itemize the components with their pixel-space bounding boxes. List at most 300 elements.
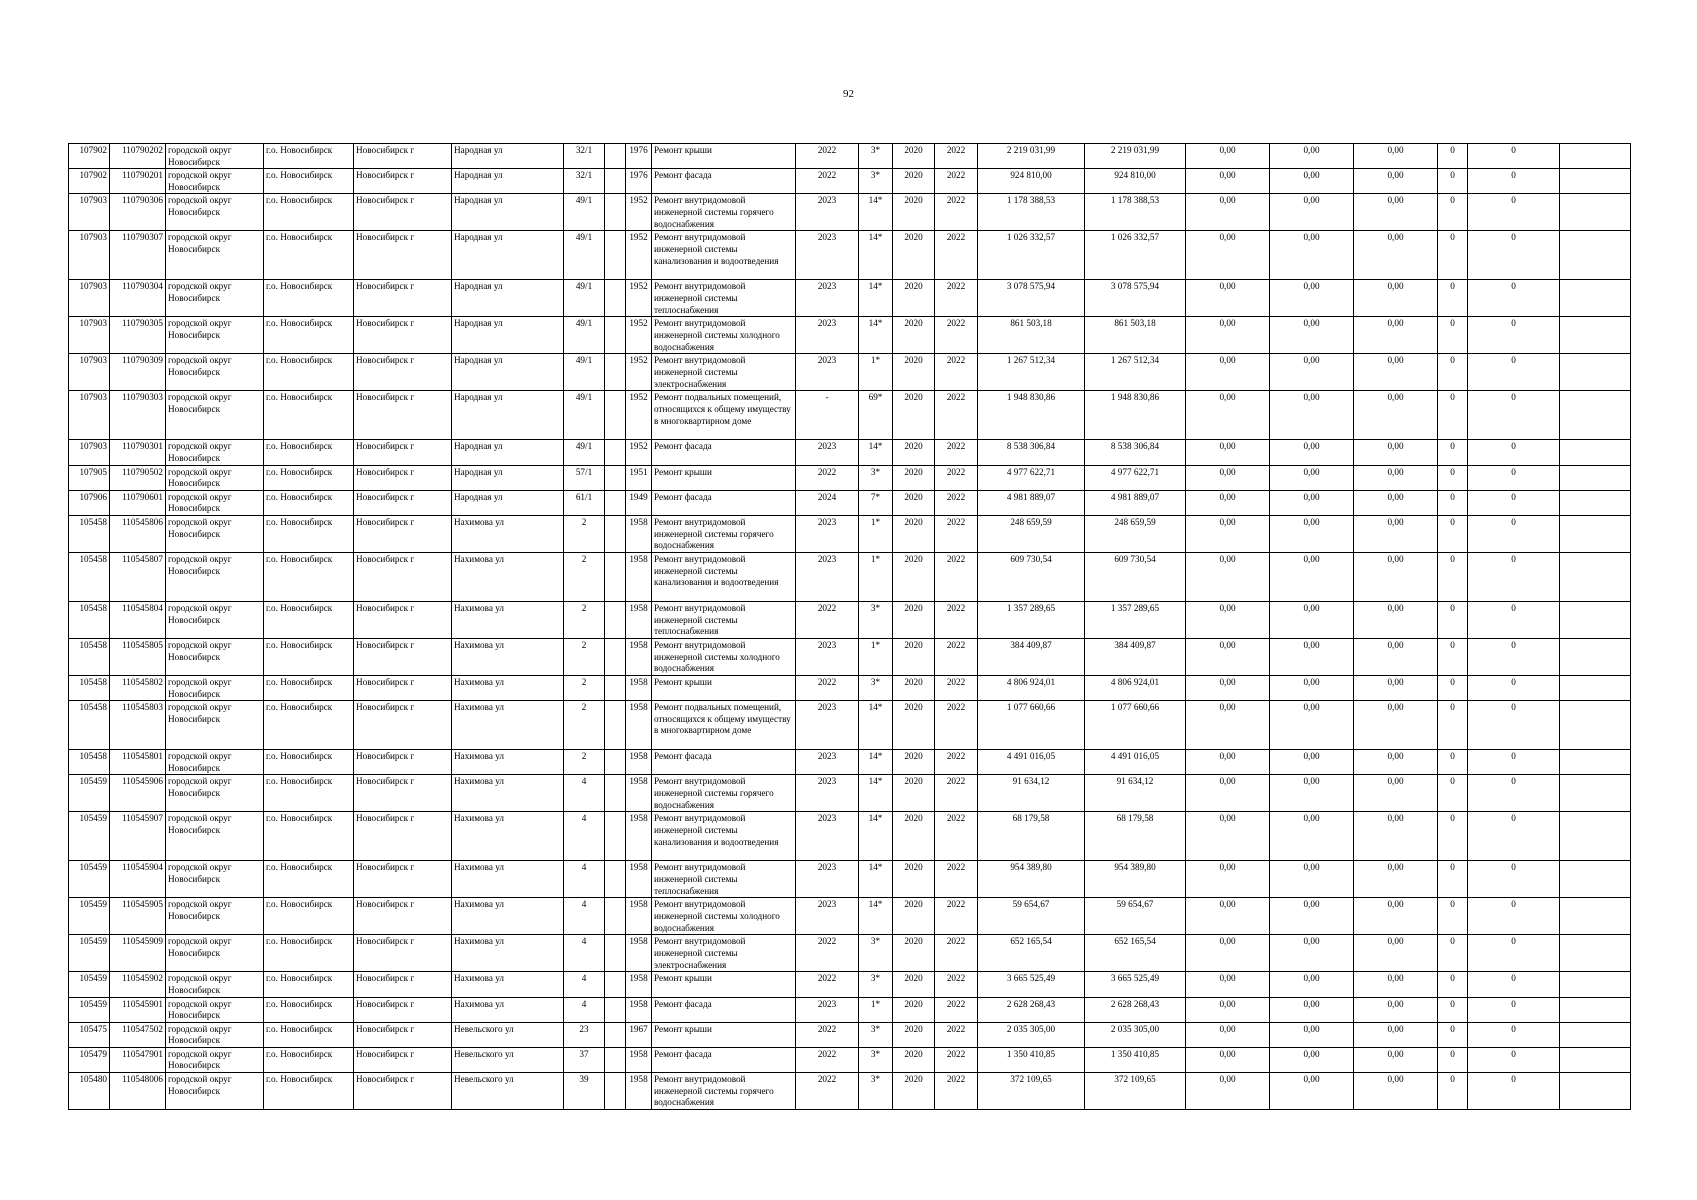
cell-street: Нахимова ул bbox=[452, 515, 564, 552]
cell-street: Нахимова ул bbox=[452, 701, 564, 750]
cell-street: Народная ул bbox=[452, 144, 564, 169]
cell-period-start: 2020 bbox=[893, 935, 935, 972]
cell-city: Новосибирск г bbox=[354, 861, 452, 898]
cell-period-start: 2020 bbox=[893, 775, 935, 812]
cell-budget-federal: 0,00 bbox=[1186, 231, 1270, 280]
cell-street: Народная ул bbox=[452, 231, 564, 280]
cell-urban-district: г.о. Новосибирск bbox=[264, 280, 354, 317]
cell-work-type: Ремонт внутридомовой инженерной системы холодного водоснабжения bbox=[652, 317, 796, 354]
cell-extra-cell bbox=[1560, 997, 1631, 1022]
cell-element-id: 110545806 bbox=[110, 515, 166, 552]
cell-build-year: 1958 bbox=[626, 898, 652, 935]
cell-house-id: 105459 bbox=[69, 861, 110, 898]
cell-budget-local: 0,00 bbox=[1354, 898, 1438, 935]
table-row bbox=[69, 972, 1631, 997]
cell-fund-cost: 372 109,65 bbox=[1085, 1073, 1186, 1110]
cell-period-start: 2020 bbox=[893, 490, 935, 515]
cell-urban-district: г.о. Новосибирск bbox=[264, 775, 354, 812]
cell-fund-cost: 248 659,59 bbox=[1085, 515, 1186, 552]
cell-work-type: Ремонт внутридомовой инженерной системы теплоснабжения bbox=[652, 861, 796, 898]
cell-budget-regional: 0,00 bbox=[1270, 440, 1354, 465]
cell-count-a: 0 bbox=[1438, 997, 1468, 1022]
cell-period-end: 2022 bbox=[935, 997, 978, 1022]
cell-fund-cost: 954 389,80 bbox=[1085, 861, 1186, 898]
table-row bbox=[69, 675, 1631, 700]
cell-urban-district: г.о. Новосибирск bbox=[264, 440, 354, 465]
cell-house-id: 107903 bbox=[69, 391, 110, 440]
cell-period-start: 2020 bbox=[893, 194, 935, 231]
cell-planned-year: 2024 bbox=[796, 490, 859, 515]
cell-fund-cost: 3 665 525,49 bbox=[1085, 972, 1186, 997]
cell-note: 3* bbox=[859, 675, 893, 700]
cell-extra-cell bbox=[1560, 465, 1631, 490]
cell-period-end: 2022 bbox=[935, 601, 978, 638]
cell-budget-regional: 0,00 bbox=[1270, 750, 1354, 775]
cell-period-start: 2020 bbox=[893, 354, 935, 391]
cell-planned-year: 2023 bbox=[796, 861, 859, 898]
cell-house-number: 61/1 bbox=[564, 490, 605, 515]
cell-work-type: Ремонт подвальных помещений, относящихся к общему имуществу в многоквартирном доме bbox=[652, 391, 796, 440]
cell-municipality: городской округ Новосибирск bbox=[166, 552, 264, 601]
cell-blank-cell bbox=[605, 354, 626, 391]
cell-count-a: 0 bbox=[1438, 465, 1468, 490]
cell-budget-federal: 0,00 bbox=[1186, 465, 1270, 490]
cell-element-id: 110545901 bbox=[110, 997, 166, 1022]
cell-fund-cost: 59 654,67 bbox=[1085, 898, 1186, 935]
cell-budget-federal: 0,00 bbox=[1186, 194, 1270, 231]
cell-planned-year: 2022 bbox=[796, 675, 859, 700]
cell-total-cost: 861 503,18 bbox=[978, 317, 1085, 354]
cell-budget-federal: 0,00 bbox=[1186, 144, 1270, 169]
cell-period-start: 2020 bbox=[893, 1073, 935, 1110]
cell-count-a: 0 bbox=[1438, 231, 1468, 280]
cell-fund-cost: 4 981 889,07 bbox=[1085, 490, 1186, 515]
cell-count-b: 0 bbox=[1468, 490, 1560, 515]
cell-house-id: 105458 bbox=[69, 750, 110, 775]
cell-urban-district: г.о. Новосибирск bbox=[264, 972, 354, 997]
table-row bbox=[69, 515, 1631, 552]
cell-city: Новосибирск г bbox=[354, 898, 452, 935]
cell-count-b: 0 bbox=[1468, 601, 1560, 638]
table-row bbox=[69, 935, 1631, 972]
cell-period-end: 2022 bbox=[935, 638, 978, 675]
cell-municipality: городской округ Новосибирск bbox=[166, 675, 264, 700]
cell-budget-federal: 0,00 bbox=[1186, 1073, 1270, 1110]
cell-budget-regional: 0,00 bbox=[1270, 465, 1354, 490]
cell-element-id: 110545807 bbox=[110, 552, 166, 601]
cell-total-cost: 2 035 305,00 bbox=[978, 1022, 1085, 1047]
cell-count-a: 0 bbox=[1438, 935, 1468, 972]
cell-budget-local: 0,00 bbox=[1354, 490, 1438, 515]
cell-street: Нахимова ул bbox=[452, 861, 564, 898]
cell-budget-local: 0,00 bbox=[1354, 812, 1438, 861]
cell-house-number: 4 bbox=[564, 898, 605, 935]
cell-note: 1* bbox=[859, 354, 893, 391]
cell-blank-cell bbox=[605, 997, 626, 1022]
table-row bbox=[69, 391, 1631, 440]
cell-note: 14* bbox=[859, 775, 893, 812]
cell-period-start: 2020 bbox=[893, 861, 935, 898]
cell-urban-district: г.о. Новосибирск bbox=[264, 194, 354, 231]
cell-budget-federal: 0,00 bbox=[1186, 638, 1270, 675]
cell-period-end: 2022 bbox=[935, 465, 978, 490]
cell-budget-local: 0,00 bbox=[1354, 775, 1438, 812]
cell-period-end: 2022 bbox=[935, 280, 978, 317]
cell-budget-federal: 0,00 bbox=[1186, 354, 1270, 391]
cell-house-number: 37 bbox=[564, 1047, 605, 1072]
cell-budget-local: 0,00 bbox=[1354, 440, 1438, 465]
cell-fund-cost: 609 730,54 bbox=[1085, 552, 1186, 601]
cell-budget-regional: 0,00 bbox=[1270, 1047, 1354, 1072]
cell-element-id: 110545902 bbox=[110, 972, 166, 997]
cell-total-cost: 248 659,59 bbox=[978, 515, 1085, 552]
cell-blank-cell bbox=[605, 601, 626, 638]
cell-planned-year: 2023 bbox=[796, 552, 859, 601]
cell-city: Новосибирск г bbox=[354, 194, 452, 231]
cell-budget-federal: 0,00 bbox=[1186, 750, 1270, 775]
cell-fund-cost: 2 628 268,43 bbox=[1085, 997, 1186, 1022]
cell-note: 3* bbox=[859, 465, 893, 490]
cell-municipality: городской округ Новосибирск bbox=[166, 701, 264, 750]
cell-planned-year: 2022 bbox=[796, 1047, 859, 1072]
cell-element-id: 110545804 bbox=[110, 601, 166, 638]
cell-city: Новосибирск г bbox=[354, 465, 452, 490]
cell-house-id: 105458 bbox=[69, 552, 110, 601]
cell-count-b: 0 bbox=[1468, 440, 1560, 465]
cell-house-number: 4 bbox=[564, 775, 605, 812]
cell-municipality: городской округ Новосибирск bbox=[166, 1022, 264, 1047]
cell-planned-year: - bbox=[796, 391, 859, 440]
cell-urban-district: г.о. Новосибирск bbox=[264, 935, 354, 972]
cell-count-b: 0 bbox=[1468, 231, 1560, 280]
cell-planned-year: 2023 bbox=[796, 701, 859, 750]
cell-period-end: 2022 bbox=[935, 231, 978, 280]
cell-budget-federal: 0,00 bbox=[1186, 440, 1270, 465]
cell-street: Невельского ул bbox=[452, 1022, 564, 1047]
cell-work-type: Ремонт крыши bbox=[652, 465, 796, 490]
cell-build-year: 1967 bbox=[626, 1022, 652, 1047]
cell-budget-regional: 0,00 bbox=[1270, 997, 1354, 1022]
cell-house-id: 105480 bbox=[69, 1073, 110, 1110]
cell-note: 3* bbox=[859, 935, 893, 972]
cell-budget-local: 0,00 bbox=[1354, 1047, 1438, 1072]
cell-house-id: 107903 bbox=[69, 231, 110, 280]
cell-count-b: 0 bbox=[1468, 972, 1560, 997]
cell-street: Нахимова ул bbox=[452, 750, 564, 775]
cell-extra-cell bbox=[1560, 935, 1631, 972]
cell-house-number: 23 bbox=[564, 1022, 605, 1047]
cell-street: Нахимова ул bbox=[452, 935, 564, 972]
cell-street: Нахимова ул bbox=[452, 775, 564, 812]
cell-period-start: 2020 bbox=[893, 231, 935, 280]
cell-planned-year: 2023 bbox=[796, 775, 859, 812]
cell-budget-federal: 0,00 bbox=[1186, 775, 1270, 812]
cell-budget-federal: 0,00 bbox=[1186, 861, 1270, 898]
cell-city: Новосибирск г bbox=[354, 972, 452, 997]
cell-budget-regional: 0,00 bbox=[1270, 861, 1354, 898]
cell-build-year: 1958 bbox=[626, 701, 652, 750]
cell-work-type: Ремонт фасада bbox=[652, 169, 796, 194]
table-row bbox=[69, 638, 1631, 675]
cell-municipality: городской округ Новосибирск bbox=[166, 194, 264, 231]
cell-blank-cell bbox=[605, 169, 626, 194]
cell-house-id: 105459 bbox=[69, 997, 110, 1022]
cell-work-type: Ремонт крыши bbox=[652, 1022, 796, 1047]
cell-work-type: Ремонт фасада bbox=[652, 997, 796, 1022]
cell-house-number: 2 bbox=[564, 601, 605, 638]
cell-house-number: 4 bbox=[564, 861, 605, 898]
cell-fund-cost: 68 179,58 bbox=[1085, 812, 1186, 861]
cell-count-b: 0 bbox=[1468, 675, 1560, 700]
cell-fund-cost: 1 948 830,86 bbox=[1085, 391, 1186, 440]
cell-house-number: 49/1 bbox=[564, 231, 605, 280]
cell-extra-cell bbox=[1560, 354, 1631, 391]
cell-element-id: 110790306 bbox=[110, 194, 166, 231]
cell-urban-district: г.о. Новосибирск bbox=[264, 144, 354, 169]
cell-budget-local: 0,00 bbox=[1354, 354, 1438, 391]
cell-work-type: Ремонт внутридомовой инженерной системы холодного водоснабжения bbox=[652, 898, 796, 935]
cell-budget-regional: 0,00 bbox=[1270, 144, 1354, 169]
cell-blank-cell bbox=[605, 194, 626, 231]
cell-city: Новосибирск г bbox=[354, 1073, 452, 1110]
cell-extra-cell bbox=[1560, 750, 1631, 775]
cell-count-b: 0 bbox=[1468, 144, 1560, 169]
cell-house-number: 2 bbox=[564, 675, 605, 700]
cell-element-id: 110545907 bbox=[110, 812, 166, 861]
cell-blank-cell bbox=[605, 750, 626, 775]
cell-house-id: 107903 bbox=[69, 354, 110, 391]
cell-note: 3* bbox=[859, 1073, 893, 1110]
cell-planned-year: 2023 bbox=[796, 317, 859, 354]
cell-street: Невельского ул bbox=[452, 1047, 564, 1072]
cell-house-number: 4 bbox=[564, 812, 605, 861]
cell-period-end: 2022 bbox=[935, 775, 978, 812]
cell-count-a: 0 bbox=[1438, 552, 1468, 601]
cell-municipality: городской округ Новосибирск bbox=[166, 972, 264, 997]
cell-note: 3* bbox=[859, 972, 893, 997]
cell-work-type: Ремонт внутридомовой инженерной системы канализования и водоотведения bbox=[652, 552, 796, 601]
cell-house-id: 105475 bbox=[69, 1022, 110, 1047]
cell-total-cost: 3 665 525,49 bbox=[978, 972, 1085, 997]
cell-count-b: 0 bbox=[1468, 169, 1560, 194]
cell-total-cost: 372 109,65 bbox=[978, 1073, 1085, 1110]
cell-extra-cell bbox=[1560, 317, 1631, 354]
cell-element-id: 110790502 bbox=[110, 465, 166, 490]
cell-planned-year: 2022 bbox=[796, 1073, 859, 1110]
table-row bbox=[69, 750, 1631, 775]
table-row bbox=[69, 231, 1631, 280]
cell-city: Новосибирск г bbox=[354, 354, 452, 391]
cell-budget-federal: 0,00 bbox=[1186, 898, 1270, 935]
cell-total-cost: 4 977 622,71 bbox=[978, 465, 1085, 490]
cell-house-id: 107903 bbox=[69, 317, 110, 354]
cell-budget-regional: 0,00 bbox=[1270, 231, 1354, 280]
cell-extra-cell bbox=[1560, 440, 1631, 465]
cell-urban-district: г.о. Новосибирск bbox=[264, 1022, 354, 1047]
cell-extra-cell bbox=[1560, 231, 1631, 280]
cell-total-cost: 1 178 388,53 bbox=[978, 194, 1085, 231]
cell-budget-local: 0,00 bbox=[1354, 861, 1438, 898]
cell-count-b: 0 bbox=[1468, 898, 1560, 935]
cell-build-year: 1958 bbox=[626, 935, 652, 972]
cell-fund-cost: 1 267 512,34 bbox=[1085, 354, 1186, 391]
cell-extra-cell bbox=[1560, 490, 1631, 515]
cell-house-id: 105459 bbox=[69, 972, 110, 997]
cell-work-type: Ремонт внутридомовой инженерной системы горячего водоснабжения bbox=[652, 775, 796, 812]
cell-total-cost: 652 165,54 bbox=[978, 935, 1085, 972]
cell-build-year: 1952 bbox=[626, 391, 652, 440]
cell-work-type: Ремонт внутридомовой инженерной системы электроснабжения bbox=[652, 935, 796, 972]
cell-street: Нахимова ул bbox=[452, 972, 564, 997]
cell-municipality: городской округ Новосибирск bbox=[166, 601, 264, 638]
cell-budget-federal: 0,00 bbox=[1186, 1022, 1270, 1047]
cell-budget-local: 0,00 bbox=[1354, 231, 1438, 280]
cell-build-year: 1958 bbox=[626, 515, 652, 552]
cell-period-end: 2022 bbox=[935, 317, 978, 354]
cell-count-a: 0 bbox=[1438, 194, 1468, 231]
cell-city: Новосибирск г bbox=[354, 601, 452, 638]
cell-budget-regional: 0,00 bbox=[1270, 490, 1354, 515]
cell-element-id: 110790301 bbox=[110, 440, 166, 465]
cell-total-cost: 3 078 575,94 bbox=[978, 280, 1085, 317]
table-row bbox=[69, 490, 1631, 515]
cell-blank-cell bbox=[605, 280, 626, 317]
cell-budget-federal: 0,00 bbox=[1186, 997, 1270, 1022]
cell-blank-cell bbox=[605, 1022, 626, 1047]
cell-period-start: 2020 bbox=[893, 1022, 935, 1047]
cell-house-number: 57/1 bbox=[564, 465, 605, 490]
cell-total-cost: 924 810,00 bbox=[978, 169, 1085, 194]
cell-total-cost: 91 634,12 bbox=[978, 775, 1085, 812]
cell-element-id: 110545905 bbox=[110, 898, 166, 935]
cell-house-number: 49/1 bbox=[564, 317, 605, 354]
cell-house-id: 107903 bbox=[69, 194, 110, 231]
cell-build-year: 1949 bbox=[626, 490, 652, 515]
cell-work-type: Ремонт внутридомовой инженерной системы электроснабжения bbox=[652, 354, 796, 391]
register-table bbox=[68, 143, 1631, 1110]
cell-fund-cost: 2 219 031,99 bbox=[1085, 144, 1186, 169]
cell-city: Новосибирск г bbox=[354, 317, 452, 354]
cell-build-year: 1952 bbox=[626, 231, 652, 280]
cell-city: Новосибирск г bbox=[354, 1047, 452, 1072]
cell-municipality: городской округ Новосибирск bbox=[166, 861, 264, 898]
cell-blank-cell bbox=[605, 515, 626, 552]
cell-work-type: Ремонт внутридомовой инженерной системы канализования и водоотведения bbox=[652, 812, 796, 861]
cell-urban-district: г.о. Новосибирск bbox=[264, 490, 354, 515]
cell-house-number: 2 bbox=[564, 701, 605, 750]
cell-work-type: Ремонт внутридомовой инженерной системы канализования и водоотведения bbox=[652, 231, 796, 280]
cell-blank-cell bbox=[605, 1073, 626, 1110]
cell-municipality: городской округ Новосибирск bbox=[166, 750, 264, 775]
cell-count-a: 0 bbox=[1438, 775, 1468, 812]
cell-extra-cell bbox=[1560, 194, 1631, 231]
cell-period-start: 2020 bbox=[893, 440, 935, 465]
cell-total-cost: 4 491 016,05 bbox=[978, 750, 1085, 775]
cell-fund-cost: 384 409,87 bbox=[1085, 638, 1186, 675]
cell-house-number: 32/1 bbox=[564, 169, 605, 194]
cell-count-b: 0 bbox=[1468, 552, 1560, 601]
cell-budget-local: 0,00 bbox=[1354, 317, 1438, 354]
cell-extra-cell bbox=[1560, 391, 1631, 440]
cell-period-end: 2022 bbox=[935, 675, 978, 700]
cell-period-end: 2022 bbox=[935, 972, 978, 997]
cell-period-start: 2020 bbox=[893, 144, 935, 169]
table-row bbox=[69, 1047, 1631, 1072]
cell-element-id: 110790201 bbox=[110, 169, 166, 194]
cell-urban-district: г.о. Новосибирск bbox=[264, 169, 354, 194]
cell-planned-year: 2023 bbox=[796, 440, 859, 465]
cell-urban-district: г.о. Новосибирск bbox=[264, 552, 354, 601]
cell-street: Нахимова ул bbox=[452, 812, 564, 861]
cell-count-a: 0 bbox=[1438, 1022, 1468, 1047]
cell-work-type: Ремонт фасада bbox=[652, 440, 796, 465]
cell-street: Народная ул bbox=[452, 490, 564, 515]
cell-period-start: 2020 bbox=[893, 701, 935, 750]
cell-planned-year: 2022 bbox=[796, 144, 859, 169]
cell-element-id: 110790303 bbox=[110, 391, 166, 440]
table-row bbox=[69, 317, 1631, 354]
cell-total-cost: 1 077 660,66 bbox=[978, 701, 1085, 750]
table-row bbox=[69, 898, 1631, 935]
cell-street: Нахимова ул bbox=[452, 601, 564, 638]
cell-note: 14* bbox=[859, 750, 893, 775]
cell-count-a: 0 bbox=[1438, 490, 1468, 515]
cell-budget-regional: 0,00 bbox=[1270, 701, 1354, 750]
cell-house-number: 49/1 bbox=[564, 391, 605, 440]
cell-period-end: 2022 bbox=[935, 1047, 978, 1072]
cell-planned-year: 2023 bbox=[796, 898, 859, 935]
cell-total-cost: 609 730,54 bbox=[978, 552, 1085, 601]
cell-urban-district: г.о. Новосибирск bbox=[264, 231, 354, 280]
cell-planned-year: 2022 bbox=[796, 1022, 859, 1047]
cell-build-year: 1958 bbox=[626, 972, 652, 997]
cell-fund-cost: 1 178 388,53 bbox=[1085, 194, 1186, 231]
cell-house-id: 105458 bbox=[69, 701, 110, 750]
cell-blank-cell bbox=[605, 231, 626, 280]
cell-fund-cost: 1 026 332,57 bbox=[1085, 231, 1186, 280]
cell-period-end: 2022 bbox=[935, 898, 978, 935]
cell-period-start: 2020 bbox=[893, 280, 935, 317]
cell-element-id: 110545906 bbox=[110, 775, 166, 812]
cell-count-b: 0 bbox=[1468, 354, 1560, 391]
cell-period-start: 2020 bbox=[893, 997, 935, 1022]
cell-house-number: 49/1 bbox=[564, 440, 605, 465]
table-row bbox=[69, 775, 1631, 812]
cell-total-cost: 8 538 306,84 bbox=[978, 440, 1085, 465]
cell-municipality: городской округ Новосибирск bbox=[166, 515, 264, 552]
cell-extra-cell bbox=[1560, 1047, 1631, 1072]
table-row bbox=[69, 861, 1631, 898]
cell-house-id: 105458 bbox=[69, 515, 110, 552]
cell-house-id: 107903 bbox=[69, 280, 110, 317]
cell-note: 14* bbox=[859, 280, 893, 317]
cell-house-id: 105459 bbox=[69, 935, 110, 972]
cell-count-a: 0 bbox=[1438, 317, 1468, 354]
cell-budget-regional: 0,00 bbox=[1270, 775, 1354, 812]
cell-extra-cell bbox=[1560, 701, 1631, 750]
cell-element-id: 110545803 bbox=[110, 701, 166, 750]
cell-extra-cell bbox=[1560, 898, 1631, 935]
table-row bbox=[69, 440, 1631, 465]
page-number: 92 bbox=[843, 88, 854, 100]
cell-planned-year: 2023 bbox=[796, 194, 859, 231]
cell-count-a: 0 bbox=[1438, 440, 1468, 465]
cell-total-cost: 384 409,87 bbox=[978, 638, 1085, 675]
cell-period-end: 2022 bbox=[935, 144, 978, 169]
cell-fund-cost: 2 035 305,00 bbox=[1085, 1022, 1186, 1047]
cell-budget-federal: 0,00 bbox=[1186, 552, 1270, 601]
cell-budget-regional: 0,00 bbox=[1270, 169, 1354, 194]
